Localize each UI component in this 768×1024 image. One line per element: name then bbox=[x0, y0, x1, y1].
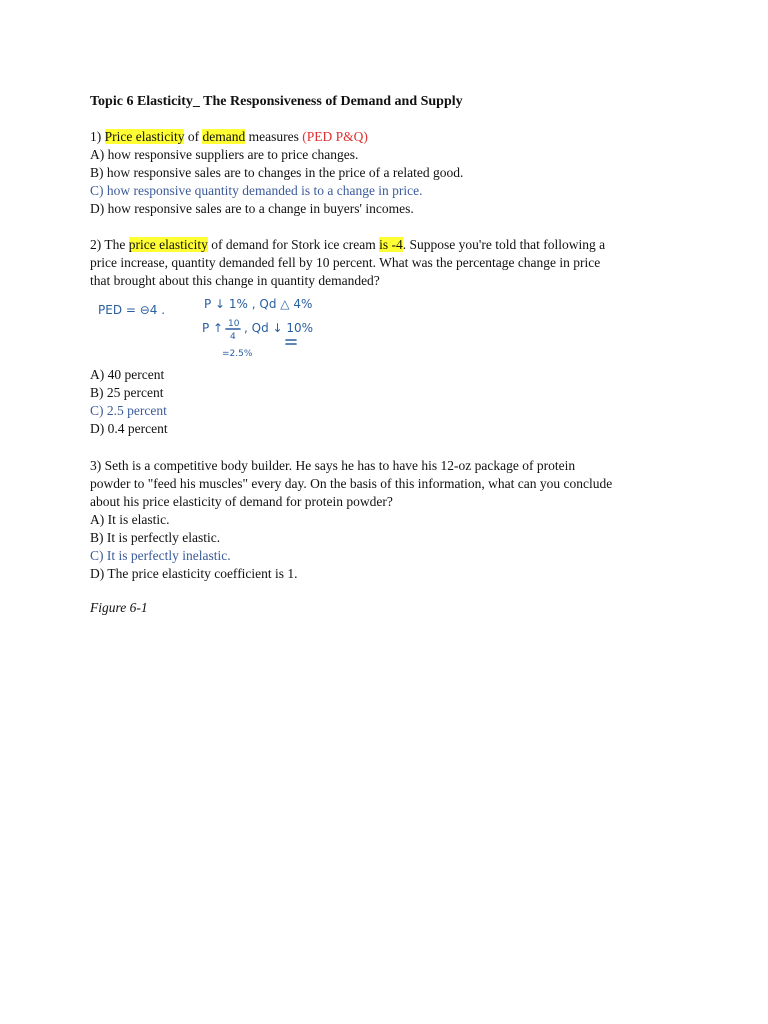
note-ped: PED = ⊖4 . bbox=[98, 303, 166, 317]
highlight-price-elasticity: Price elasticity bbox=[104, 129, 185, 144]
question-2-text: of demand for Stork ice cream bbox=[207, 237, 380, 252]
highlight-price-elasticity-2: price elasticity bbox=[128, 237, 208, 252]
option-b: B) how responsive sales are to changes in the price of a related good. bbox=[90, 165, 464, 180]
option-b: B) 25 percent bbox=[90, 385, 164, 400]
question-3-stem-line-3: about his price elasticity of demand for protein powder? bbox=[90, 494, 393, 509]
option-a: A) 40 percent bbox=[90, 367, 165, 382]
note-fraction-denominator: 4 bbox=[230, 332, 236, 342]
option-d: D) 0.4 percent bbox=[90, 421, 168, 436]
question-2-options bbox=[90, 366, 168, 438]
note-row-2b: , Qd ↓ 10% bbox=[244, 321, 314, 335]
highlight-demand: demand bbox=[202, 129, 246, 144]
handwritten-notes bbox=[90, 290, 390, 362]
question-1-text-2: measures bbox=[245, 129, 303, 144]
question-3-stem-line-1: 3) Seth is a competitive body builder. He says he has to have his 12-oz package of protein bbox=[90, 458, 576, 473]
question-2-text-2: . Suppose you're told that following a bbox=[402, 237, 606, 252]
note-row-3: =2.5% bbox=[222, 349, 253, 359]
option-c-correct: C) It is perfectly inelastic. bbox=[90, 548, 231, 563]
question-1-stem bbox=[90, 128, 690, 146]
question-2 bbox=[90, 236, 690, 290]
question-1-text: of bbox=[184, 129, 203, 144]
figure-label: Figure 6-1 bbox=[90, 600, 148, 615]
note-row-1: P ↓ 1% , Qd △ 4% bbox=[204, 297, 313, 311]
question-1 bbox=[90, 128, 690, 218]
highlight-is-minus-4: is -4 bbox=[379, 237, 403, 252]
question-2-number: 2) The bbox=[90, 237, 129, 252]
option-c-correct: C) 2.5 percent bbox=[90, 403, 167, 418]
option-d: D) how responsive sales are to a change in buyers' incomes. bbox=[90, 201, 414, 216]
question-3-stem-line-2: powder to "feed his muscles" every day. On the basis of this information, what can you conclude bbox=[90, 476, 613, 491]
option-a: A) how responsive suppliers are to price changes. bbox=[90, 147, 359, 162]
option-c-correct: C) how responsive quantity demanded is to a change in price. bbox=[90, 183, 423, 198]
option-b: B) It is perfectly elastic. bbox=[90, 530, 221, 545]
page-title: Topic 6 Elasticity_ The Responsiveness of Demand and Supply bbox=[90, 94, 463, 109]
question-3 bbox=[90, 457, 690, 583]
question-1-number: 1) bbox=[90, 129, 105, 144]
note-row-2a: P ↑ bbox=[202, 321, 224, 335]
handwritten-notes-drawing bbox=[90, 290, 390, 362]
option-a: A) It is elastic. bbox=[90, 512, 170, 527]
option-d: D) The price elasticity coefficient is 1. bbox=[90, 566, 298, 581]
annotation-note: (PED P&Q) bbox=[302, 129, 368, 144]
note-fraction-numerator: 10 bbox=[228, 319, 240, 329]
question-2-stem-line-2: price increase, quantity demanded fell by 10 percent. What was the percentage change in price bbox=[90, 255, 601, 270]
question-2-stem-line-1 bbox=[90, 236, 690, 254]
question-2-stem-line-3: that brought about this change in quantity demanded? bbox=[90, 273, 380, 288]
